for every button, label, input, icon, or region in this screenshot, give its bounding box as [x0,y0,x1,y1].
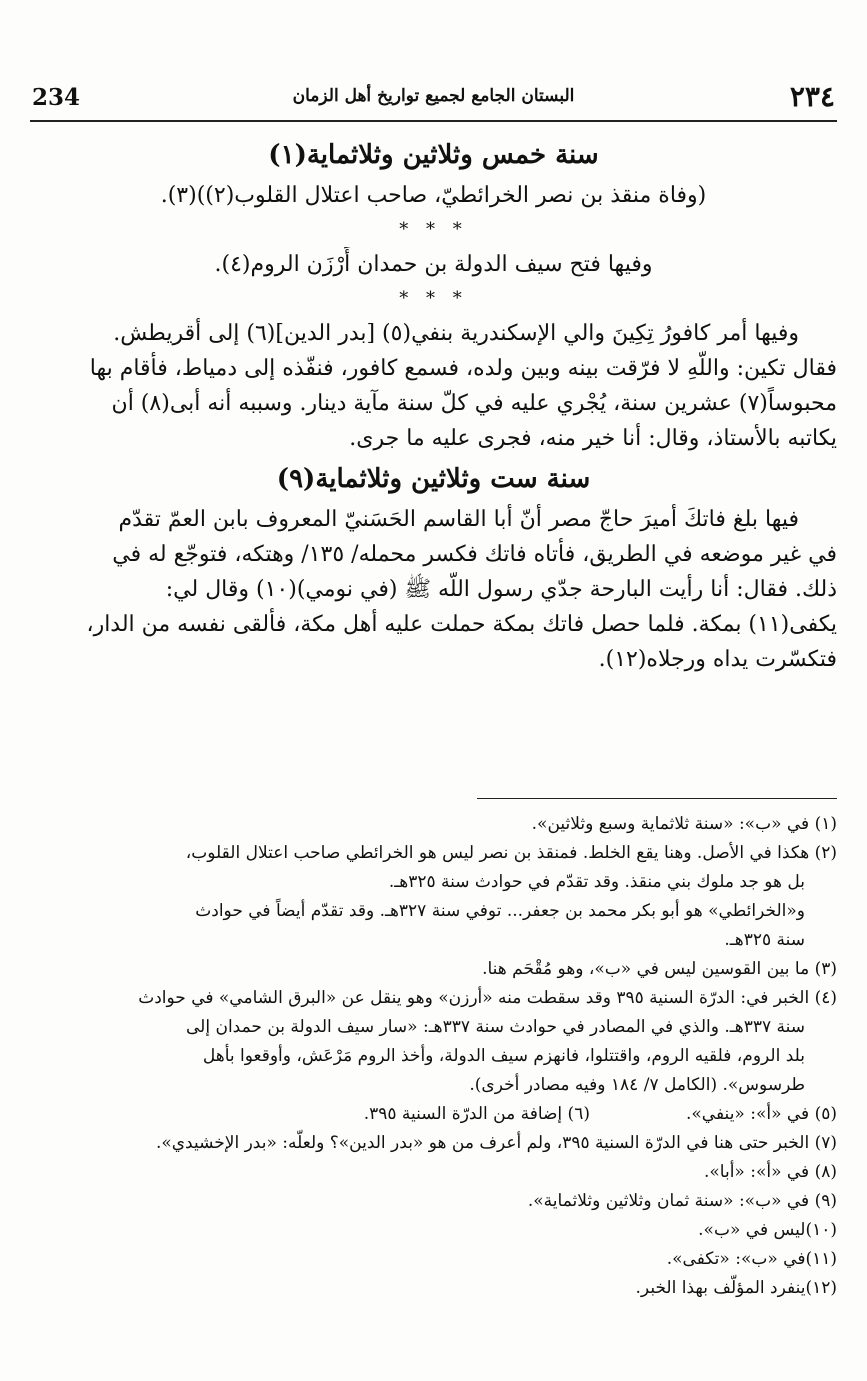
footnote-4-continuation: طرسوس». (الكامل ٧/ ١٨٤ وفيه مصادر أخرى). [469,1075,805,1095]
paragraph-line: فتكسّرت يداه ورجلاه(١٢). [598,647,837,672]
section-separator: * * * [399,219,468,240]
section-heading-336: سنة ست وثلاثين وثلاثماية(٩) [276,464,591,494]
running-header [30,78,837,120]
footnote-2: (٢) هكذا في الأصل. وهنا يقع الخلط. فمنقذ بن نصر ليس هو الخرائطي صاحب اعتلال القلوب، [185,843,837,863]
footnote-8: (٨) في «أ»: «أبا». [703,1162,837,1182]
footnote-2-continuation: سنة ٣٢٥هـ. [724,930,805,950]
footnote-1: (١) في «ب»: «سنة ثلاثماية وسبع وثلاثين». [531,814,837,834]
section-heading-335: سنة خمس وثلاثين وثلاثماية(١) [268,140,599,170]
page-number-latin: 234 [32,84,81,111]
footnote-2-continuation: و«الخرائطي» هو أبو بكر محمد بن جعفر... توفي سنة ٣٢٧هـ. وقد تقدّم أيضاً في حوادث [195,901,805,921]
paragraph-line: في غير موضعه في الطريق، فأتاه فاتك فكسر محمله/ ١٣٥/ وهتكه، فتوجّع له في [112,542,837,567]
paragraph-line: فيها بلغ فاتكَ أميرَ حاجّ مصر أنّ أبا القاسم الحَسَنيّ المعروف بابن العمّ تقدّم [118,507,799,532]
section-separator: * * * [399,288,468,309]
footnote-7: (٧) الخبر حتى هنا في الدرّة السنية ٣٩٥، ولم أعرف من هو «بدر الدين»؟ ولعلّه: «بدر الإخشيدي». [155,1133,837,1153]
header-rule [30,120,837,122]
text-line: وفيها فتح سيف الدولة بن حمدان أَرْزَن الروم(٤). [214,252,653,277]
paragraph-line: فقال تكين: واللّهِ لا فرّقت بينه وبين ولده، فسمع كافور، فنفّذه إلى دمياط، فأقام بها [89,356,837,381]
footnote-11: (١١)في «ب»: «تكفى». [666,1249,837,1269]
main-text [30,132,837,677]
paragraph-line: وفيها أمر كافورُ تِكِينَ والي الإسكندرية بنفي(٥) [بدر الدين](٦) إلى أقريطش. [113,321,799,346]
footnote-4-continuation: سنة ٣٣٧هـ. والذي في المصادر في حوادث سنة ٣٣٧هـ: «سار سيف الدولة بن حمدان إلى [186,1017,805,1037]
footnote-row-5-6 [30,1100,837,1129]
footnotes [30,810,837,1303]
book-title: البستان الجامع لجميع تواريخ أهل الزمان [292,86,575,106]
paragraph-line: يكفى(١١) بمكة. فلما حصل فاتك بمكة حملت عليه أهل مكة، فألقى نفسه من الدار، [86,612,837,637]
page-number-arabic: ٢٣٤ [789,80,835,113]
paragraph-line: يكاتبه بالأستاذ، وقال: أنا خير منه، فجرى عليه ما جرى. [349,426,837,451]
footnote-12: (١٢)ينفرد المؤلّف بهذا الخبر. [635,1278,837,1298]
footnote-6: (٦) إضافة من الدرّة السنية ٣٩٥. [363,1104,590,1124]
footnote-5: (٥) في «أ»: «ينفي». [685,1104,837,1124]
footnote-9: (٩) في «ب»: «سنة ثمان وثلاثين وثلاثماية». [527,1191,837,1211]
footnote-separator [477,798,837,799]
paragraph-line: محبوساً(٧) عشرين سنة، يُجْري عليه في كلّ سنة مآية دينار. وسببه أنه أبى(٨) أن [111,391,837,416]
footnote-2-continuation: بل هو جد ملوك بني منقذ. وقد تقدّم في حوادث سنة ٣٢٥هـ. [388,872,805,892]
footnote-4: (٤) الخبر في: الدرّة السنية ٣٩٥ وقد سقطت منه «أرزن» وهو ينقل عن «البرق الشامي» في حوادث [138,988,837,1008]
footnote-3: (٣) ما بين القوسين ليس في «ب»، وهو مُقْحَم هنا. [482,959,837,979]
footnote-4-continuation: بلد الروم، فلقيه الروم، واقتتلوا، فانهزم سيف الدولة، وأخذ الروم مَرْعَش، وأوقعوا بأهل [202,1046,805,1066]
text-line: (وفاة منقذ بن نصر الخرائطيّ، صاحب اعتلال القلوب(٢))(٣). [160,183,707,208]
paragraph-line: ذلك. فقال: أنا رأيت البارحة جدّي رسول اللّه ﷺ (في نومي)(١٠) وقال لي: [165,577,837,602]
footnote-10: (١٠)ليس في «ب». [698,1220,837,1240]
